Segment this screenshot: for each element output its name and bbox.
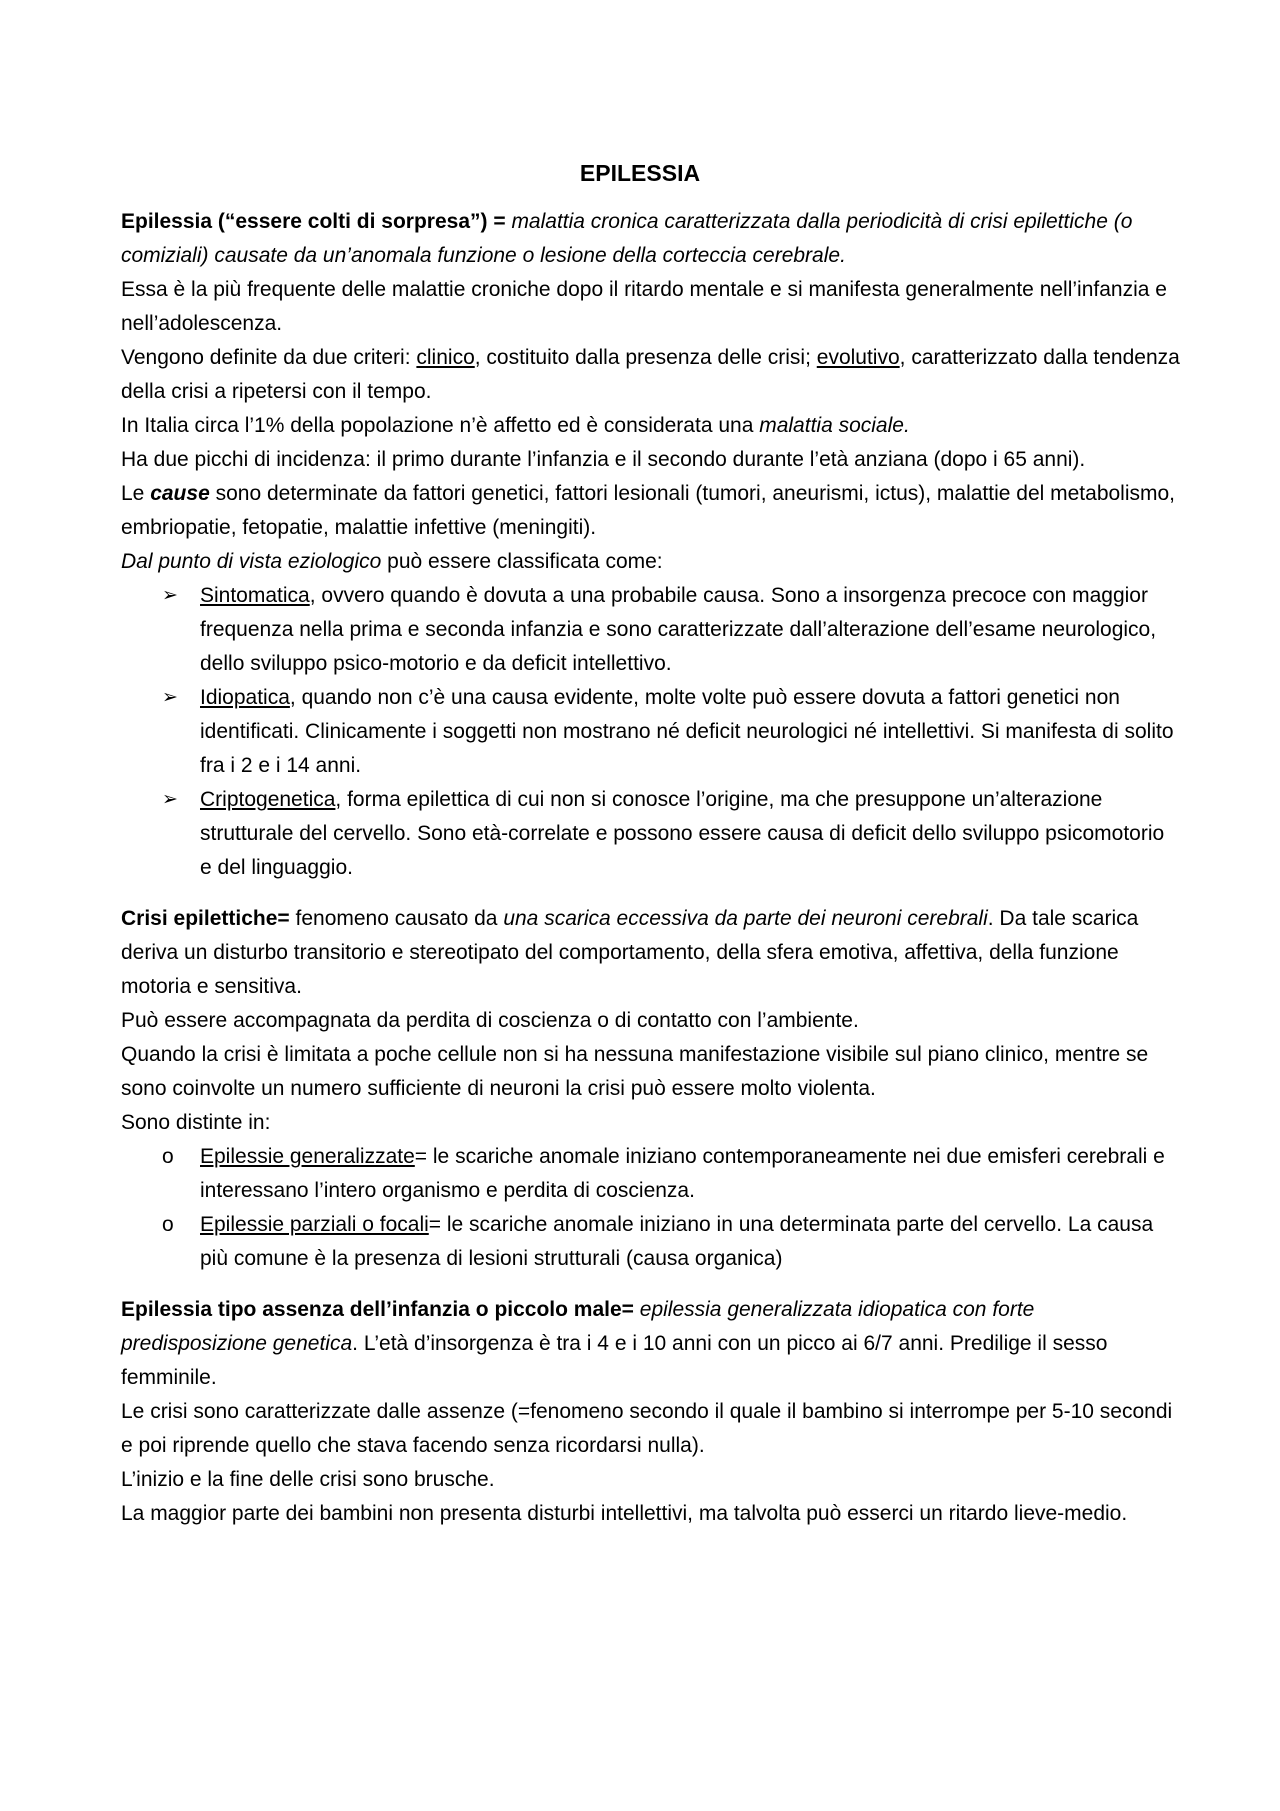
arrow-bullet-icon: ➢	[162, 789, 178, 810]
assenza-term: Epilessia tipo assenza dell’infanzia o piccolo male=	[121, 1298, 634, 1321]
list-item-term: Sintomatica	[200, 584, 310, 607]
list-item	[121, 1140, 1181, 1208]
crisi-paragraph-3: Sono distinte in:	[121, 1111, 271, 1134]
criterion-evolutivo-desc: , caratterizzato dalla tendenza della crisi a ripetersi con il tempo.	[121, 346, 1180, 403]
crisi-term: Crisi epilettiche=	[121, 907, 290, 930]
assenza-italic: epilessia generalizzata idiopatica con forte predisposizione genetica	[121, 1298, 1035, 1355]
circle-bullet-icon: o	[162, 1145, 174, 1168]
crisi-definition	[121, 902, 1181, 1004]
crisi-lead: fenomeno causato da	[295, 907, 498, 930]
intro-paragraph-2	[121, 341, 1181, 409]
crisi-type-list	[121, 1140, 1181, 1276]
etiology-text: può essere classificata come:	[387, 550, 663, 573]
crisi-paragraph-1: Può essere accompagnata da perdita di coscienza o di contatto con l’ambiente.	[121, 1009, 859, 1032]
list-item-text: = le scariche anomale iniziano contemporaneamente nei due emisferi cerebrali e interessano l’intero organismo e perdita di coscienza.	[200, 1145, 1165, 1202]
list-item-text: , quando non c’è una causa evidente, molte volte può essere dovuta a fattori genetici non identificati. Clinicamente i soggetti non mostrano né deficit neurologici né intellettivi. Si manifesta di solito fra i 2 e i 14 anni.	[200, 686, 1174, 777]
spacer	[121, 1276, 1181, 1293]
assenza-definition	[121, 1293, 1181, 1395]
criterion-clinico: clinico	[416, 346, 475, 369]
causes-text: sono determinate da fattori genetici, fattori lesionali (tumori, aneurismi, ictus), malattie del metabolismo, embriopatie, fetopatie, malattie infettive (meningiti).	[121, 482, 1176, 539]
criterion-clinico-desc: , costituito dalla presenza delle crisi;	[474, 346, 811, 369]
crisi-desc: . Da tale scarica deriva un disturbo transitorio e stereotipato del comportamento, della sfera emotiva, affettiva, della funzione motoria e sensitiva.	[121, 907, 1139, 998]
assenza-paragraph-3: La maggior parte dei bambini non presenta disturbi intellettivi, ma talvolta può esserci un ritardo lieve-medio.	[121, 1502, 1128, 1525]
etiology-list	[121, 579, 1181, 885]
assenza-desc: . L’età d’insorgenza è tra i 4 e i 10 anni con un picco ai 6/7 anni. Predilige il sesso femminile.	[121, 1332, 1108, 1389]
intro-paragraph-1: Essa è la più frequente delle malattie croniche dopo il ritardo mentale e si manifesta generalmente nell’infanzia e nell’adolescenza.	[121, 278, 1167, 335]
list-item	[121, 1208, 1181, 1276]
list-item-term: Epilessie generalizzate	[200, 1145, 415, 1168]
spacer	[121, 885, 1181, 902]
document-body	[121, 205, 1181, 1531]
list-item-term: Epilessie parziali o focali	[200, 1213, 429, 1236]
arrow-bullet-icon: ➢	[162, 585, 178, 606]
causes-lead: Le	[121, 482, 145, 505]
list-item-text: = le scariche anomale iniziano in una determinata parte del cervello. La causa più comune è la presenza di lesioni strutturali (causa organica)	[200, 1213, 1154, 1270]
intro-paragraph-3	[121, 409, 1181, 443]
intro-paragraph-4: Ha due picchi di incidenza: il primo durante l’infanzia e il secondo durante l’età anziana (dopo i 65 anni).	[121, 448, 1086, 471]
list-item	[121, 579, 1181, 681]
etiology-lead: Dal punto di vista eziologico	[121, 550, 382, 573]
list-item-term: Criptogenetica	[200, 788, 336, 811]
list-item-term: Idiopatica	[200, 686, 290, 709]
intro-term: Epilessia (“essere colti di sorpresa”) =	[121, 210, 506, 233]
assenza-paragraph-1: Le crisi sono caratterizzate dalle assenze (=fenomeno secondo il quale il bambino si interrompe per 5-10 secondi e poi riprende quello che stava facendo senza ricordarsi nulla).	[121, 1400, 1173, 1457]
crisi-italic: una scarica eccessiva da parte dei neuroni cerebrali	[503, 907, 988, 930]
list-item-text: , forma epilettica di cui non si conosce l’origine, ma che presuppone un’alterazione strutturale del cervello. Sono età-correlate e possono essere causa di deficit dello sviluppo psicomotorio e del linguaggio.	[200, 788, 1165, 879]
intro-definition-text: malattia cronica caratterizzata dalla periodicità di crisi epilettiche (o comiziali) causate da un’anomala funzione o lesione della corteccia cerebrale.	[121, 210, 1133, 267]
criterion-evolutivo: evolutivo	[816, 346, 900, 369]
prevalence-text: In Italia circa l’1% della popolazione n’è affetto ed è considerata una	[121, 414, 754, 437]
intro-definition	[121, 205, 1181, 273]
malattia-sociale: malattia sociale.	[759, 414, 910, 437]
criteria-lead: Vengono definite da due criteri:	[121, 346, 411, 369]
circle-bullet-icon: o	[162, 1213, 174, 1236]
list-item	[121, 681, 1181, 783]
intro-paragraph-6	[121, 545, 1181, 579]
intro-paragraph-5	[121, 477, 1181, 545]
list-item	[121, 783, 1181, 885]
page-title: EPILESSIA	[579, 160, 701, 186]
list-item-text: , ovvero quando è dovuta a una probabile causa. Sono a insorgenza precoce con maggior frequenza nella prima e seconda infanzia e sono caratterizzate dall’alterazione dell’esame neurologico, dello sviluppo psico-motorio e da deficit intellettivo.	[200, 584, 1157, 675]
arrow-bullet-icon: ➢	[162, 687, 178, 708]
assenza-paragraph-2: L’inizio e la fine delle crisi sono brusche.	[121, 1468, 495, 1491]
crisi-paragraph-2: Quando la crisi è limitata a poche cellule non si ha nessuna manifestazione visibile sul piano clinico, mentre se sono coinvolte un numero sufficiente di neuroni la crisi può essere molto violenta.	[121, 1043, 1149, 1100]
causes-term: cause	[150, 482, 210, 505]
